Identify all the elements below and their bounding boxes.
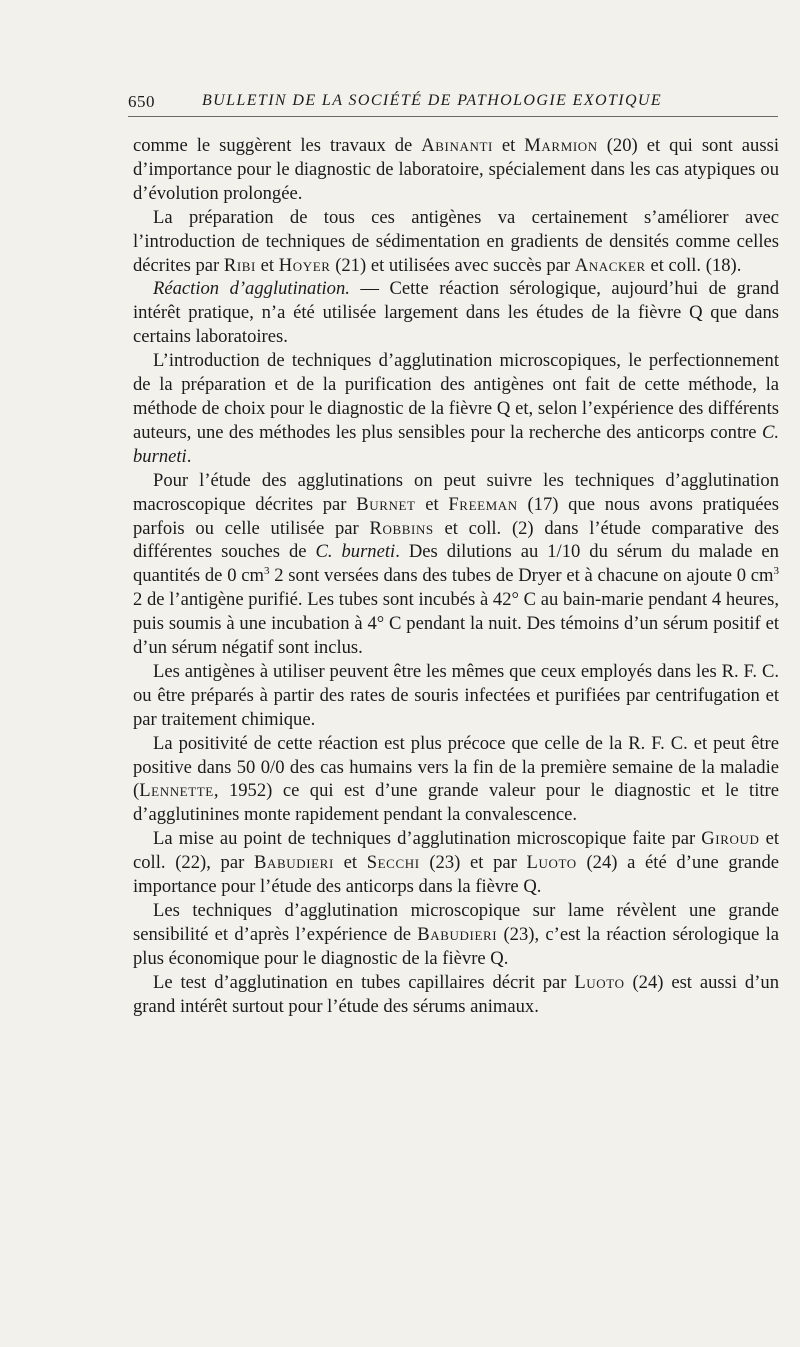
page-number: 650 bbox=[128, 92, 155, 111]
text-run: La positivité de cette réaction est plus précoce que celle de la R. F. C. et peut être positive dans 50 0/0 des cas humains vers la fin de la première semaine de la maladie ( bbox=[133, 732, 779, 802]
text-run: (24) a été d’une grande importance pour l’étude des anticorps dans la fièvre Q. bbox=[133, 852, 780, 898]
paragraph bbox=[133, 899, 779, 971]
text-run: . bbox=[186, 445, 192, 467]
text-run: Les antigènes à utiliser peuvent être les mêmes que ceux employés dans les R. F. C. ou être préparés à partir des rates de souris infectées et purifiées par centrifugation et par traitement chimique. bbox=[133, 660, 779, 730]
text-run: — Cette réaction sérologique, aujourd’hui de grand intérêt pratique, n’a été utilisée largement dans les études de la fièvre Q que dans certains laboratoires. bbox=[133, 278, 780, 348]
text-run: et coll. (22), par bbox=[133, 828, 779, 874]
author-name: Lennette bbox=[139, 780, 214, 802]
paragraph bbox=[133, 277, 779, 349]
author-name: Secchi bbox=[366, 852, 420, 874]
paragraph bbox=[133, 469, 779, 660]
author-name: Luoto bbox=[526, 852, 577, 874]
species-name: C. burneti bbox=[315, 541, 396, 563]
author-name: Robbins bbox=[369, 517, 434, 539]
paragraph bbox=[133, 732, 779, 828]
superscript: 3 bbox=[773, 565, 779, 578]
text-run: et bbox=[333, 852, 367, 874]
species-name: C. burneti bbox=[133, 421, 779, 467]
text-run: , 1952) ce qui est d’une grande valeur pour le diagnostic et le titre d’agglutinines monte rapidement pendant la convalescence. bbox=[133, 780, 779, 826]
text-run: . Des dilutions au 1/10 du sérum du malade en quantités de 0 cm bbox=[133, 541, 779, 587]
paragraph bbox=[133, 134, 779, 206]
text-run: (17) que nous avons pratiquées parfois ou celle utilisée par bbox=[133, 493, 780, 539]
running-header bbox=[128, 88, 778, 117]
text-run: L’introduction de techniques d’agglutination microscopiques, le perfectionnement de la préparation et de la purification des antigènes ont fait de cette méthode, la méthode de choix pour le diagnostic de la fièvre Q et, selon l’expérience des différents auteurs, une des méthodes les plus sensibles pour la recherche des anticorps contre bbox=[133, 350, 779, 443]
text-run: et coll. (18). bbox=[645, 254, 742, 276]
paragraph bbox=[133, 971, 779, 1019]
paragraph bbox=[133, 827, 779, 899]
section-heading: Réaction d’agglutination. bbox=[153, 278, 350, 300]
author-name: Giroud bbox=[701, 828, 760, 850]
paragraph bbox=[133, 206, 779, 278]
text-run: (23), c’est la réaction sérologique la plus économique pour le diagnostic de la fièvre Q. bbox=[133, 923, 779, 969]
text-run: Le test d’agglutination en tubes capillaires décrit par bbox=[153, 971, 575, 993]
author-name: Marmion bbox=[524, 135, 598, 156]
author-name: Luoto bbox=[574, 971, 625, 993]
author-name: Burnet bbox=[356, 493, 416, 515]
text-run: 2 de l’antigène purifié. Les tubes sont incubés à 42° C au bain-marie pendant 4 heures, puis soumis à une incubation à 4° C pendant la nuit. Des témoins d’un sérum positif et d’un sérum négatif sont inclus. bbox=[133, 589, 779, 659]
text-run: (21) et utilisées avec succès par bbox=[330, 254, 575, 276]
text-run: et coll. (2) dans l’étude comparative des différentes souches de bbox=[133, 517, 779, 563]
text-run: La préparation de tous ces antigènes va certainement s’améliorer avec l’introduction de techniques de sédimentation en gradients de densités comme celles décrites par bbox=[133, 206, 779, 276]
author-name: Babudieri bbox=[417, 923, 498, 945]
text-run: et bbox=[492, 135, 525, 156]
text-run: Pour l’étude des agglutinations on peut suivre les techniques d’agglutination macroscopique décrites par bbox=[133, 469, 779, 515]
article-body bbox=[133, 134, 779, 1019]
text-run: comme le suggèrent les travaux de bbox=[133, 135, 422, 156]
text-run: (20) et qui sont aussi d’importance pour le diagnostic de laboratoire, spécialement dans les cas atypiques ou d’évolution prolongée. bbox=[133, 135, 779, 204]
superscript: 3 bbox=[263, 565, 270, 578]
text-run: et bbox=[415, 493, 449, 515]
text-run: et bbox=[256, 254, 279, 276]
text-run: (24) est aussi d’un grand intérêt surtout pour l’étude des sérums animaux. bbox=[133, 971, 779, 1017]
author-name: Hoyer bbox=[278, 254, 331, 276]
text-run: La mise au point de techniques d’agglutination microscopique faite par bbox=[153, 828, 702, 850]
author-name: Freeman bbox=[448, 493, 518, 515]
author-name: Abinanti bbox=[421, 135, 493, 156]
paragraph bbox=[133, 349, 779, 469]
running-title: BULLETIN DE LA SOCIÉTÉ DE PATHOLOGIE EXOTIQUE bbox=[202, 92, 663, 109]
author-name: Babudieri bbox=[253, 852, 334, 874]
paragraph bbox=[133, 660, 779, 732]
text-run: 2 sont versées dans des tubes de Dryer et à chacune on ajoute 0 cm bbox=[269, 565, 774, 587]
author-name: Anacker bbox=[574, 254, 646, 276]
text-run: Les techniques d’agglutination microscopique sur lame révèlent une grande sensibilité et d’après l’expérience de bbox=[133, 900, 779, 945]
author-name: Ribi bbox=[223, 254, 256, 276]
text-run: (23) et par bbox=[419, 852, 527, 874]
